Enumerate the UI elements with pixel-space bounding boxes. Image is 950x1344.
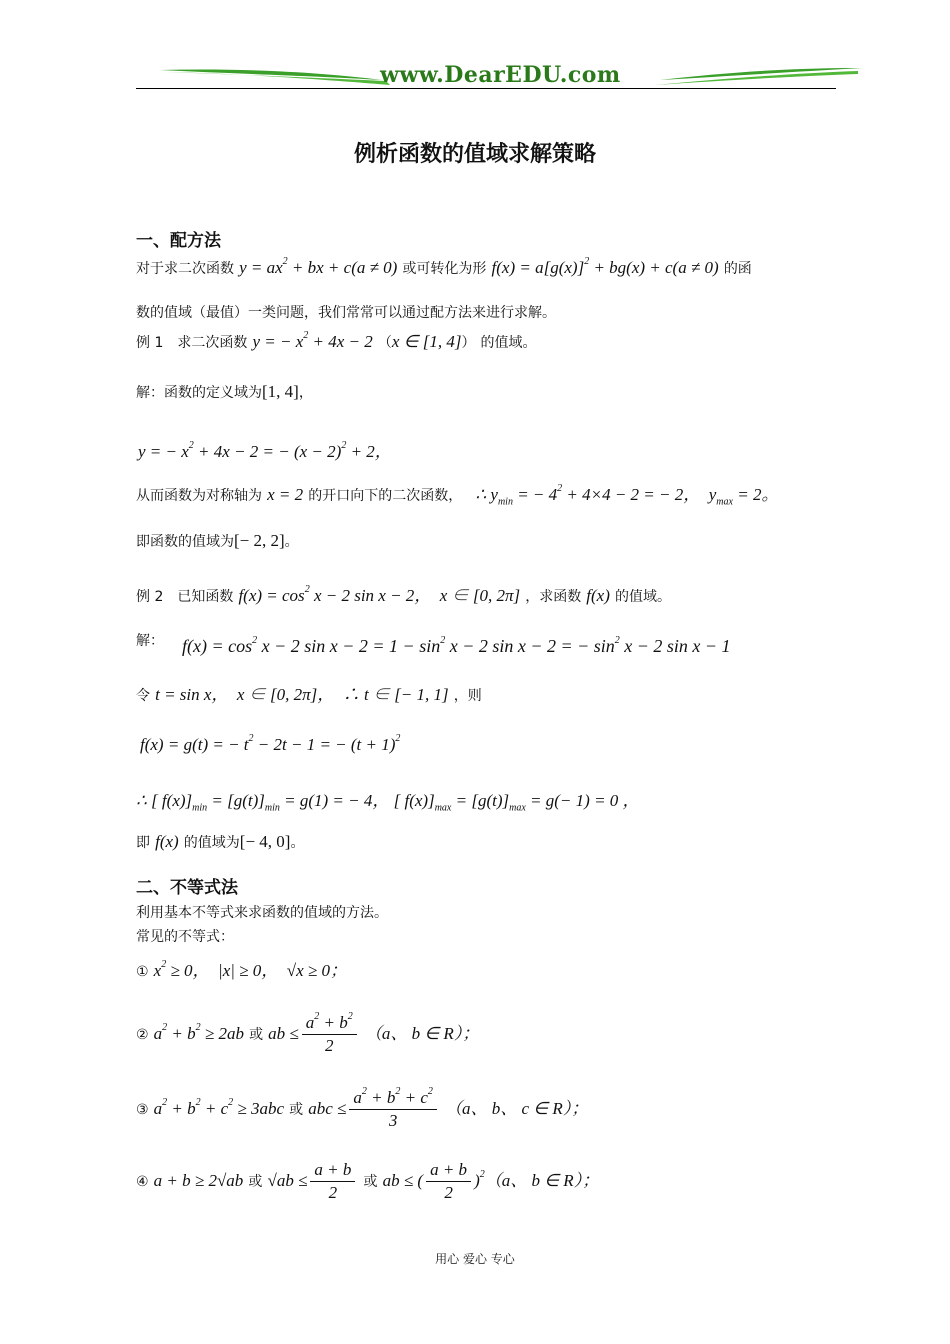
example-1: 例 1 求二次函数 y = − $x^2 + 4x - 2$ （x ∈ [1, 4]） 的值域。 bbox=[136, 330, 537, 351]
inequality-2: ② $a^2 + b^2 \ge 2ab$ 或 ab ≤ $\frac{a^2 + b^2}{2}$ （a、 b ∈ R）； bbox=[136, 1011, 480, 1055]
conclusion-2: 即 f(x) 的值域为[− 4, 0]。 bbox=[136, 832, 305, 851]
formula-solution-2: $f(x) = \cos^2 x - 2$ $\sin x - 2 = 1 - \sin^2 x - 2$ sin x − 2 = − $\sin^2 x - 2$ sin x − 1 bbox=[182, 635, 731, 656]
sec1-line2: 数的值域（最值）一类问题，我们常常可以通过配方法来进行求解。 bbox=[136, 305, 556, 321]
sec1-line1: 对于求二次函数 $y = ax^2$ + bx + c(a ≠ 0) 或可转化为形 $f(x) = a[g(x)]^2 + bg(x) + c(a \ne 0)$ 的函 bbox=[136, 256, 752, 277]
formula-min-max: ∴ [ $f(x)]_{min} = [g(t)]_{min} = g(1)$ = − 4， [ $f(x)]_{max} = [g(t)]_{max} = g(- 1) = 0$ ， bbox=[136, 791, 640, 814]
header-rule bbox=[136, 88, 836, 89]
inequality-3: ③ $a^2 + b^2 + c^2 \ge 3abc$ 或 abc ≤ $\frac{a^2 + b^2 + c^2}{3}$ （a、 b、 c ∈ R）； bbox=[136, 1086, 589, 1130]
formula-quadratic: $y = ax^2$ + bx + c(a ≠ 0) bbox=[239, 256, 398, 277]
formula-composite: $f(x) = a[g(x)]^2 + bg(x) + c(a \ne 0)$ bbox=[491, 256, 719, 277]
formula-completed-square: y = − $x^2 + 4x - 2$ = − $(x - 2)^2 + 2$， bbox=[138, 440, 392, 461]
example-2: 例 2 已知函数 $f(x) = \cos^2 x - 2$ sin x − 2， x ∈ [0, 2π] ，求函数 f(x) 的值域。 bbox=[136, 584, 671, 605]
substitution-line: 令 t = sin x， x ∈ [0, 2π]， ∴ t ∈ [− 1, 1] ，则 bbox=[136, 685, 482, 704]
solution-1-domain: 解：函数的定义域为[1, 4]， bbox=[136, 382, 313, 401]
solution-2-label: 解： bbox=[136, 633, 164, 649]
page-title: 例析函数的值域求解策略 bbox=[353, 142, 596, 167]
inequality-1: ① $x^2 \ge 0$， |x| ≥ 0， √x ≥ 0； bbox=[136, 959, 347, 980]
formula-g-of-t: f(x) = g(t) = − $t^2 - 2t - 1$ = − $(t + 1)^2$ bbox=[140, 733, 401, 754]
section-heading-2: 二、不等式法 bbox=[136, 878, 238, 898]
page-footer: 用心 爱心 专心 bbox=[435, 1252, 515, 1266]
inequality-4: ④ a + b ≥ 2√ab 或 √ab ≤ $\frac{a + b}{2}$ 或 ab ≤ ( $\frac{a + b}{2}$ )$^2$（a、 b ∈ R）； bbox=[136, 1160, 600, 1202]
sec2-line2: 常见的不等式： bbox=[136, 929, 234, 945]
sec2-line1: 利用基本不等式来求函数的值域的方法。 bbox=[136, 905, 388, 921]
conclusion-1: 即函数的值域为[− 2, 2]。 bbox=[136, 531, 299, 550]
solution-1-axis: 从而函数为对称轴为 x = 2 的开口向下的二次函数， ∴ $y_{min}$ = − $4^2 + 4\times 4 - 2$ = − 2， $y_{max} = 2$。 bbox=[136, 483, 779, 508]
section-heading-1: 一、配方法 bbox=[136, 231, 221, 251]
site-logo-text: www.DearEDU.com bbox=[380, 62, 621, 88]
